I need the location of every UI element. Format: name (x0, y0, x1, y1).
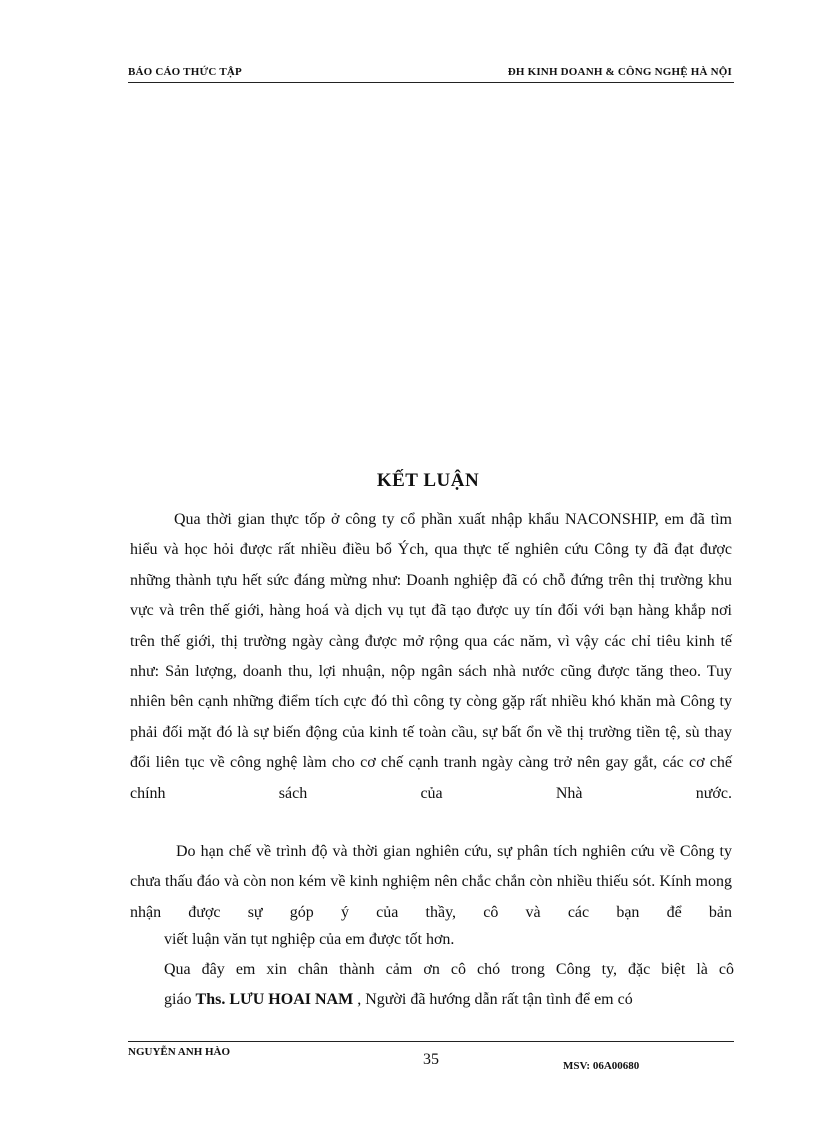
paragraph-3: viết luận văn tụt nghiệp của em được tốt hơn. (164, 931, 455, 948)
section-title: KẾT LUẬN (376, 470, 480, 491)
paragraph-5-end: , Người đã hướng dẫn rất tận tình để em có (353, 991, 633, 1008)
paragraph-2: Do hạn chế về trình độ và thời gian nghiên cứu, sự phân tích nghiên cứu về Công ty chưa thấu đáo và còn non kém về kinh nghiệm nên chắc chắn còn nhiều thiếu sót. Kính mong nhận được sự góp ý của thầy, cô và các bạn để bản (130, 843, 732, 921)
paragraph-1: Qua thời gian thực tốp ở công ty cổ phần xuất nhập khẩu NACONSHIP, em đã tìm hiểu và học hỏi được rất nhiều điều bổ Ých, qua thực tế nghiên cứu Công ty đã đạt được những thành tựu hết sức đáng mừng như: Doanh nghiệp đã có chỗ đứng trên thị trường khu vực và trên thế giới, hàng hoá và dịch vụ tụt đã tạo được uy tín đối với bạn hàng khắp nơi trên thế giới, thị trường ngày càng được mở rộng qua các năm, vì vậy các chỉ tiêu kinh tế như: Sản lượng, doanh thu, lợi nhuận, nộp ngân sách nhà nước cũng được tăng theo. Tuy nhiên bên cạnh những điểm tích cực đó thì công ty còng gặp rất nhiều khó khăn mà Công ty phải đối mặt đó là sự biến động của kinh tế toàn cầu, sự bất ổn về thị trường tiền tệ, sù thay đổi liên tục về công nghệ làm cho cơ chế cạnh tranh ngày càng trở nên gay gắt, các cơ chế chính sách của Nhà nước. (130, 511, 732, 802)
header-university: ĐH KINH DOANH & CÔNG NGHỆ HÀ NỘI (507, 66, 732, 78)
footer-student-id: MSV: 06A00680 (563, 1060, 640, 1072)
supervisor-name: Ths. LƯU HOAI NAM (195, 991, 354, 1008)
page-number: 35 (423, 1051, 439, 1068)
page-header (128, 64, 734, 83)
footer-author: NGUYỄN ANH HÀO (128, 1046, 231, 1058)
header-report-title: BÁO CÁO THỨC TẬP (128, 66, 242, 78)
footer-divider (128, 1041, 734, 1042)
paragraph-5 (164, 985, 734, 1015)
paragraph-4: Qua đây em xin chân thành cảm ơn cô chó trong Công ty, đặc biệt là cô (164, 961, 734, 978)
paragraph-5-start: giáo (164, 991, 196, 1008)
